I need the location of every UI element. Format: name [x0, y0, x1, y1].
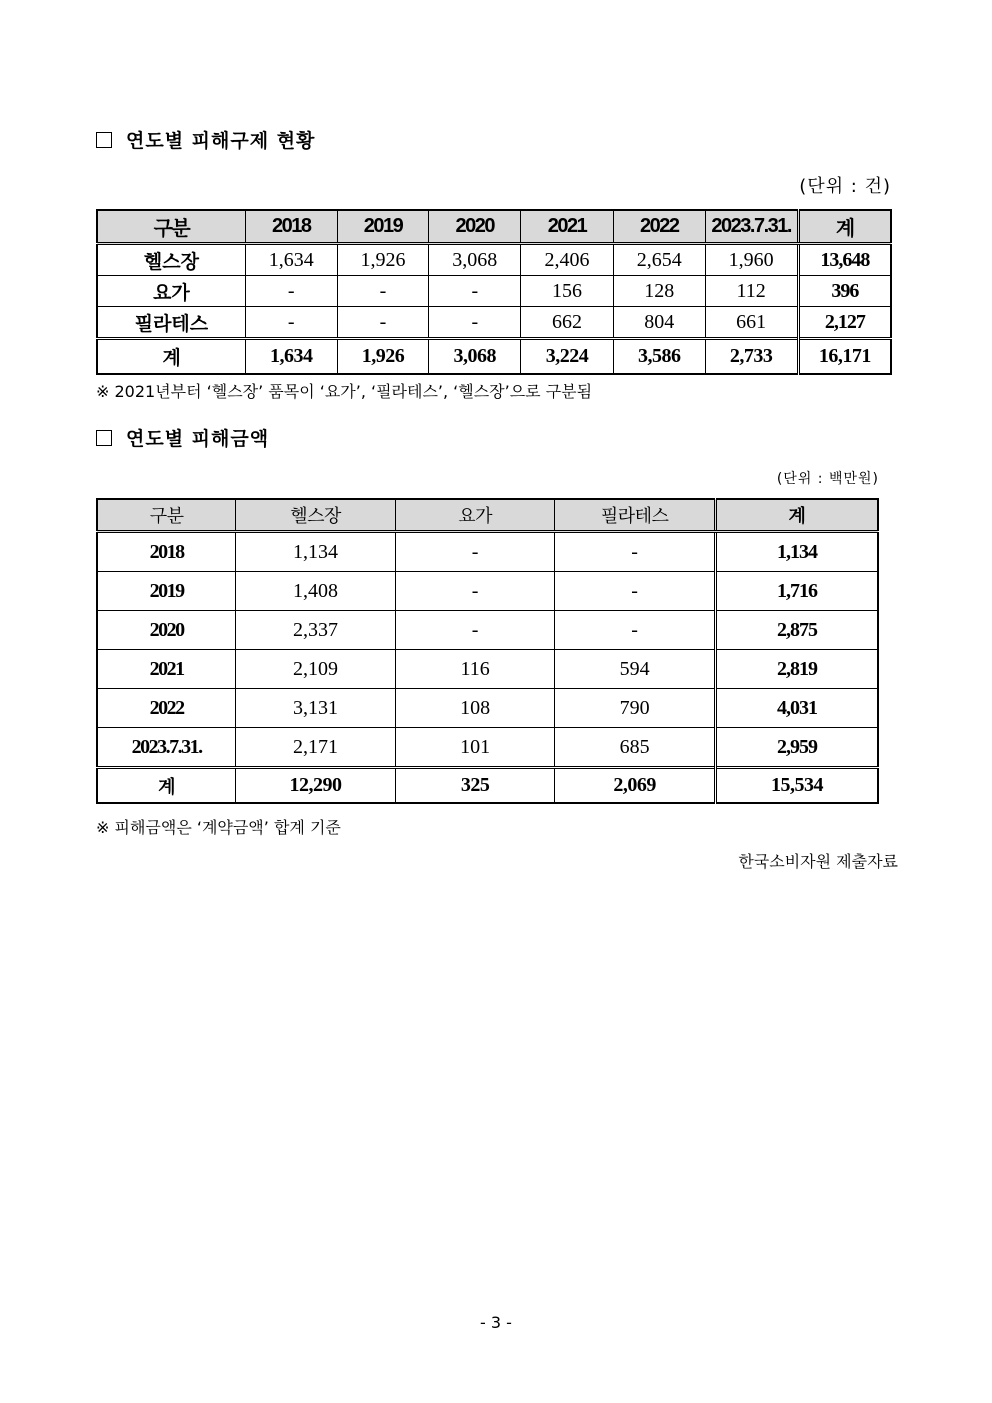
table-cell: 2,406 — [521, 244, 614, 276]
header-cell: 요가 — [395, 499, 555, 532]
table-cell: 116 — [395, 650, 555, 689]
table-cell: 3,224 — [521, 339, 614, 375]
table-row — [97, 650, 878, 689]
section1-unit: (단위 : 건) — [799, 176, 891, 197]
table-cell: 1,960 — [705, 244, 798, 276]
table-cell: 661 — [705, 307, 798, 339]
grand-total: 15,534 — [715, 768, 878, 804]
table-cell: 662 — [521, 307, 614, 339]
row-label: 2023.7.31. — [97, 728, 236, 768]
header-cell: 2021 — [521, 210, 614, 244]
table-cell: 2,069 — [555, 768, 716, 804]
table-cell: 112 — [705, 276, 798, 307]
table-cell: 156 — [521, 276, 614, 307]
row-label: 2020 — [97, 611, 236, 650]
grand-total: 16,171 — [798, 339, 891, 375]
table-cell: 804 — [613, 307, 705, 339]
row-total: 13,648 — [798, 244, 891, 276]
row-total: 2,959 — [715, 728, 878, 768]
table-cell: 101 — [395, 728, 555, 768]
section1-heading — [96, 126, 315, 153]
checkbox-square-icon — [96, 132, 112, 148]
table-cell: 128 — [613, 276, 705, 307]
table-cell: - — [555, 532, 716, 572]
row-label: 2022 — [97, 689, 236, 728]
table-cell: 12,290 — [236, 768, 396, 804]
table-cell: 1,926 — [337, 339, 429, 375]
row-label: 헬스장 — [97, 244, 245, 276]
table-header-row — [97, 499, 878, 532]
table-row — [97, 244, 891, 276]
header-cell: 2023.7.31. — [705, 210, 798, 244]
header-cell: 헬스장 — [236, 499, 396, 532]
row-label: 계 — [97, 339, 245, 375]
table-row — [97, 276, 891, 307]
section1-title: 연도별 피해구제 현황 — [126, 130, 316, 152]
row-label: 2021 — [97, 650, 236, 689]
section1-note: ※ 2021년부터 ‘헬스장’ 품목이 ‘요가’, ‘필라테스’, ‘헬스장’으로 구분됨 — [96, 382, 593, 401]
page-number: - 3 - — [480, 1313, 512, 1332]
table-cell: 1,926 — [337, 244, 429, 276]
table-cell: 2,109 — [236, 650, 396, 689]
table-cell: - — [429, 276, 521, 307]
table-row — [97, 532, 878, 572]
table-cell: 685 — [555, 728, 716, 768]
section2-unit: (단위 : 백만원) — [776, 471, 879, 487]
section2-title: 연도별 피해금액 — [126, 428, 270, 450]
table-cell: - — [245, 307, 337, 339]
row-total: 1,134 — [715, 532, 878, 572]
table-cell: 2,733 — [705, 339, 798, 375]
header-cell: 구분 — [97, 210, 245, 244]
table-row — [97, 307, 891, 339]
table-cell: - — [395, 532, 555, 572]
row-total: 2,127 — [798, 307, 891, 339]
table-cell: - — [395, 611, 555, 650]
section2-note: ※ 피해금액은 ‘계약금액’ 합계 기준 — [96, 818, 341, 837]
row-total: 396 — [798, 276, 891, 307]
table-cell: 3,068 — [429, 339, 521, 375]
table-cell: 3,586 — [613, 339, 705, 375]
row-total: 2,875 — [715, 611, 878, 650]
header-cell: 2019 — [337, 210, 429, 244]
table-cell: 790 — [555, 689, 716, 728]
row-total: 1,716 — [715, 572, 878, 611]
table-cell: 1,634 — [245, 339, 337, 375]
table-cell: - — [337, 276, 429, 307]
section2-heading — [96, 424, 269, 451]
table-cell: - — [395, 572, 555, 611]
table-cell: 1,408 — [236, 572, 396, 611]
table-cell: 2,337 — [236, 611, 396, 650]
table-cell: - — [555, 611, 716, 650]
table-cell: 3,131 — [236, 689, 396, 728]
damage-relief-table — [96, 209, 892, 375]
row-label: 2018 — [97, 532, 236, 572]
table-cell: - — [429, 307, 521, 339]
table-cell: - — [245, 276, 337, 307]
header-cell: 2022 — [613, 210, 705, 244]
header-cell: 계 — [715, 499, 878, 532]
checkbox-square-icon — [96, 430, 112, 446]
header-cell: 계 — [798, 210, 891, 244]
table-row — [97, 689, 878, 728]
header-cell: 구분 — [97, 499, 236, 532]
table-cell: 108 — [395, 689, 555, 728]
table-cell: 1,134 — [236, 532, 396, 572]
table-cell: 3,068 — [429, 244, 521, 276]
row-label: 필라테스 — [97, 307, 245, 339]
header-cell: 2020 — [429, 210, 521, 244]
row-label: 계 — [97, 768, 236, 804]
table-row — [97, 728, 878, 768]
table-sum-row — [97, 339, 891, 375]
table-row — [97, 572, 878, 611]
row-label: 2019 — [97, 572, 236, 611]
table-header-row — [97, 210, 891, 244]
table-cell: 594 — [555, 650, 716, 689]
source-text: 한국소비자원 제출자료 — [738, 852, 898, 871]
table-cell: - — [555, 572, 716, 611]
table-cell: 2,654 — [613, 244, 705, 276]
header-cell: 2018 — [245, 210, 337, 244]
table-cell: - — [337, 307, 429, 339]
table-cell: 2,171 — [236, 728, 396, 768]
row-total: 4,031 — [715, 689, 878, 728]
row-total: 2,819 — [715, 650, 878, 689]
table-sum-row — [97, 768, 878, 804]
table-cell: 1,634 — [245, 244, 337, 276]
header-cell: 필라테스 — [555, 499, 716, 532]
table-cell: 325 — [395, 768, 555, 804]
table-row — [97, 611, 878, 650]
row-label: 요가 — [97, 276, 245, 307]
damage-amount-table — [96, 498, 879, 804]
